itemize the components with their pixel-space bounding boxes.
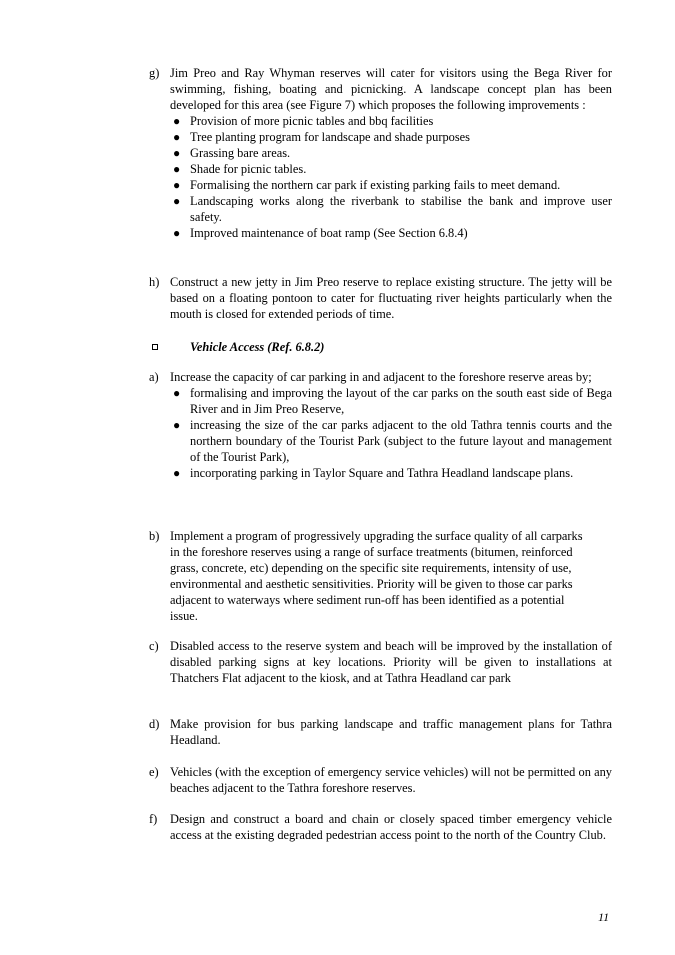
bullet-item: ● Shade for picnic tables. [173, 162, 307, 176]
item-text: Jim Preo and Ray Whyman reserves will cater for visitors using the Bega River for swimming, fishing, boating and picnicking. A landscape concept plan has been developed for this area (see Figure 7) which proposes the following improvements : [170, 66, 612, 112]
bullet-item: ● Grassing bare areas. [173, 146, 291, 160]
list-item-g [149, 65, 612, 241]
list-item-a [149, 369, 612, 481]
bullet-item: ● Tree planting program for landscape and shade purposes [173, 130, 470, 144]
checkbox-bullet-icon [152, 344, 158, 350]
item-label: c) [149, 639, 159, 653]
item-text: Construct a new jetty in Jim Preo reserve to replace existing structure. The jetty will be based on a floating pontoon to cater for fluctuating river heights particularly when the mouth is closed for extended periods of time. [170, 275, 612, 321]
list-item-c [149, 638, 612, 686]
bullet-item: ● Provision of more picnic tables and bbq facilities [173, 114, 434, 128]
list-item-f [149, 811, 612, 843]
bullet-icon: ● [173, 226, 181, 240]
list-item-b [149, 528, 594, 624]
bullet-icon: ● [173, 466, 181, 480]
bullet-item: ● Improved maintenance of boat ramp (See Section 6.8.4) [173, 226, 468, 240]
item-text: Design and construct a board and chain or closely spaced timber emergency vehicle access at the existing degraded pedestrian access point to the north of the Country Club. [170, 812, 612, 842]
bullet-icon: ● [173, 194, 181, 208]
item-label: h) [149, 275, 160, 289]
bullet-icon: ● [173, 178, 181, 192]
item-text: Make provision for bus parking landscape and traffic management plans for Tathra Headland. [170, 717, 612, 747]
bullet-icon: ● [173, 418, 181, 432]
item-label: e) [149, 765, 159, 779]
list-item-e [149, 764, 612, 796]
page-number: 11 [598, 910, 610, 924]
list-item-d [149, 716, 612, 748]
item-label: d) [149, 717, 160, 731]
bullet-icon: ● [173, 386, 181, 400]
item-label: b) [149, 529, 160, 543]
item-label: a) [149, 370, 159, 384]
item-label: g) [149, 66, 160, 80]
item-text: Increase the capacity of car parking in and adjacent to the foreshore reserve areas by; [170, 370, 592, 384]
bullet-icon: ● [173, 146, 181, 160]
bullet-list [170, 385, 612, 481]
bullet-icon: ● [173, 130, 181, 144]
bullet-icon: ● [173, 162, 181, 176]
item-text: Disabled access to the reserve system and beach will be improved by the installation of disabled parking signs at key locations. Priority will be given to installations at Thatchers Flat adjacent to the kiosk, and at Tathra Headland car park [170, 639, 612, 685]
item-text: Vehicles (with the exception of emergency service vehicles) will not be permitted on any beaches adjacent to the Tathra foreshore reserves. [170, 765, 612, 795]
item-label: f) [149, 812, 158, 826]
bullet-item: ● incorporating parking in Taylor Square and Tathra Headland landscape plans. [173, 466, 574, 480]
section-title: Vehicle Access (Ref. 6.8.2) [190, 340, 325, 354]
list-item-h [149, 274, 612, 322]
bullet-item: ● Formalising the northern car park if existing parking fails to meet demand. [173, 178, 561, 192]
bullet-icon: ● [173, 114, 181, 128]
bullet-list [170, 113, 612, 241]
item-text: Implement a program of progressively upgrading the surface quality of all carparks in the foreshore reserves using a range of surface treatments (bitumen, reinforced grass, concrete, etc) depending on the specific site requirements, intensity of use, environmental and aesthetic sensitivities. Priority will be given to those car parks adjacent to waterways where sediment run-off has been identified as a potential issue. [170, 529, 583, 623]
bullet-item: ● increasing the size of the car parks adjacent to the old Tathra tennis courts and the northern boundary of the Tourist Park (subject to the future layout and management of the Tourist Park), [173, 418, 612, 464]
bullet-item: ● Landscaping works along the riverbank to stabilise the bank and improve user safety. [173, 194, 612, 224]
bullet-item: ● formalising and improving the layout of the car parks on the south east side of Bega River and in Jim Preo Reserve, [173, 386, 612, 416]
